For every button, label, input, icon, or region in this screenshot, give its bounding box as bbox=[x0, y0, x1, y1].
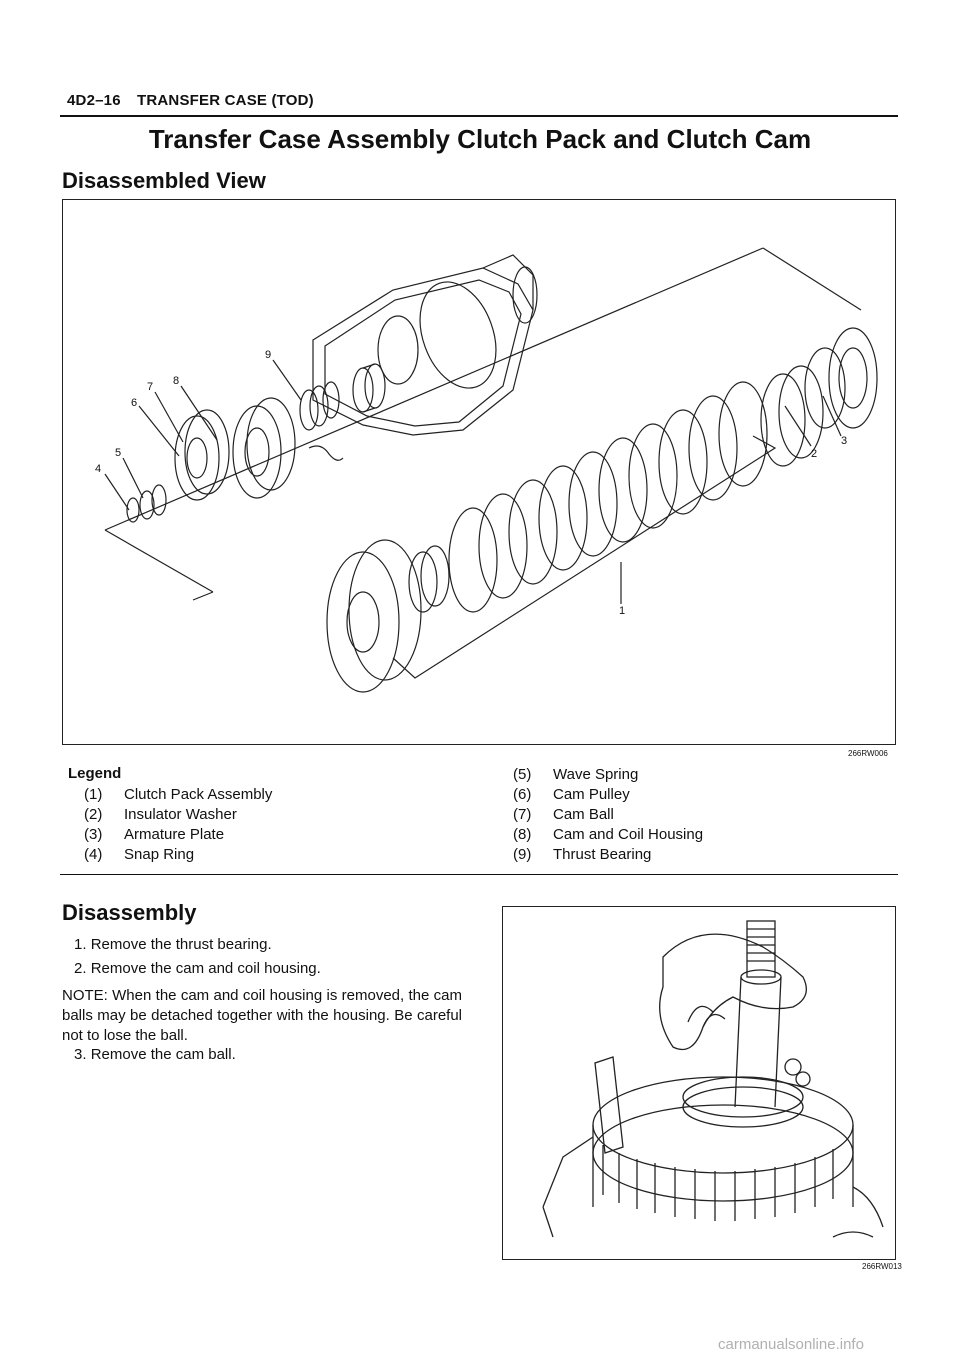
callout-9: 9 bbox=[265, 349, 272, 361]
header-rule bbox=[60, 115, 898, 117]
callout-4: 4 bbox=[95, 463, 102, 475]
legend-num: (4) bbox=[84, 846, 103, 863]
legend-num: (6) bbox=[513, 786, 532, 803]
legend-item bbox=[513, 786, 630, 803]
figure-id: 266RW013 bbox=[862, 1262, 902, 1271]
callout-1: 1 bbox=[619, 605, 626, 617]
callout-5: 5 bbox=[115, 447, 122, 459]
page-title: Transfer Case Assembly Clutch Pack and Clutch Cam bbox=[148, 124, 812, 154]
step-text: Remove the cam and coil housing. bbox=[90, 960, 321, 977]
note: NOTE: When the cam and coil housing is removed, the cam balls may be detached together with the housing. Be careful not to lose the ball. bbox=[62, 987, 462, 1044]
legend-label: Cam Pulley bbox=[553, 786, 630, 803]
figure-id: 266RW006 bbox=[848, 749, 888, 758]
legend-label: Insulator Washer bbox=[124, 806, 237, 823]
legend-num: (5) bbox=[513, 766, 532, 783]
callout-6: 6 bbox=[131, 397, 138, 409]
legend-label: Clutch Pack Assembly bbox=[124, 786, 273, 803]
callout-8: 8 bbox=[173, 375, 180, 387]
legend-item bbox=[513, 806, 614, 823]
legend-label: Armature Plate bbox=[124, 826, 225, 843]
callout-2: 2 bbox=[811, 448, 818, 460]
removal-figure bbox=[502, 906, 896, 1260]
legend-label: Cam Ball bbox=[553, 806, 614, 823]
legend-item bbox=[513, 826, 703, 843]
section-title: TRANSFER CASE (TOD) bbox=[137, 92, 314, 109]
step bbox=[74, 1046, 236, 1063]
step-num: 3. bbox=[74, 1046, 87, 1063]
callout-3: 3 bbox=[841, 435, 848, 447]
legend-title: Legend bbox=[68, 765, 122, 782]
exploded-view-drawing bbox=[63, 200, 895, 744]
exploded-view-figure bbox=[62, 199, 896, 745]
legend-num: (9) bbox=[513, 846, 532, 863]
legend-item bbox=[84, 826, 224, 843]
legend-item bbox=[513, 846, 651, 863]
step-text: Remove the thrust bearing. bbox=[90, 936, 272, 953]
legend-item bbox=[84, 786, 272, 803]
legend-label: Thrust Bearing bbox=[553, 846, 652, 863]
section-divider bbox=[60, 874, 898, 875]
legend-num: (2) bbox=[84, 806, 103, 823]
legend-item bbox=[84, 806, 237, 823]
legend-num: (8) bbox=[513, 826, 532, 843]
legend-num: (7) bbox=[513, 806, 532, 823]
legend-label: Snap Ring bbox=[124, 846, 195, 863]
step bbox=[74, 936, 272, 953]
legend-num: (1) bbox=[84, 786, 103, 803]
subtitle: Disassembled View bbox=[62, 168, 266, 193]
watermark: carmanualsonline.info bbox=[718, 1336, 864, 1353]
step bbox=[74, 960, 321, 977]
step-num: 1. bbox=[74, 936, 87, 953]
step-num: 2. bbox=[74, 960, 87, 977]
legend-item bbox=[84, 846, 194, 863]
removal-drawing bbox=[503, 907, 895, 1259]
legend-label: Cam and Coil Housing bbox=[553, 826, 704, 843]
legend-item bbox=[513, 766, 638, 783]
callout-7: 7 bbox=[147, 381, 154, 393]
disassembly-heading: Disassembly bbox=[62, 900, 197, 925]
step-text: Remove the cam ball. bbox=[90, 1046, 236, 1063]
legend-num: (3) bbox=[84, 826, 103, 843]
page-code: 4D2–16 bbox=[67, 92, 121, 109]
legend-label: Wave Spring bbox=[553, 766, 639, 783]
